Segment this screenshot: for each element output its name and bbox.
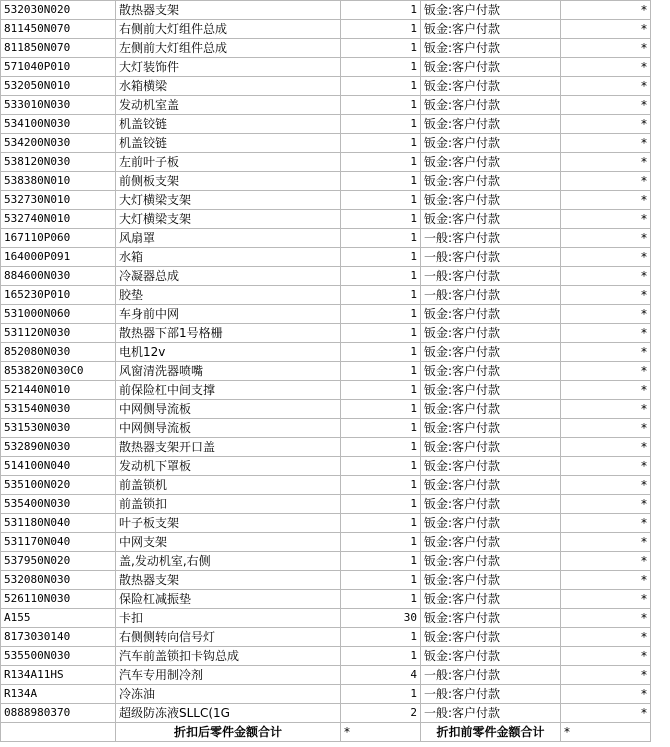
quantity-cell: 1 <box>341 96 421 115</box>
after-discount-value: * <box>341 723 421 742</box>
table-row <box>1 514 651 533</box>
table-row <box>1 305 651 324</box>
quantity-cell: 1 <box>341 438 421 457</box>
quantity-cell: 1 <box>341 39 421 58</box>
charge-type-cell: 钣金:客户付款 <box>421 39 561 58</box>
part-name-cell: 右侧前大灯组件总成 <box>116 20 341 39</box>
part-code-cell: 165230P010 <box>1 286 116 305</box>
amount-cell: * <box>561 324 651 343</box>
quantity-cell: 1 <box>341 267 421 286</box>
charge-type-cell: 钣金:客户付款 <box>421 647 561 666</box>
part-code-cell: 537950N020 <box>1 552 116 571</box>
table-row <box>1 552 651 571</box>
amount-cell: * <box>561 153 651 172</box>
amount-cell: * <box>561 172 651 191</box>
table-row <box>1 39 651 58</box>
table-row <box>1 609 651 628</box>
amount-cell: * <box>561 134 651 153</box>
amount-cell: * <box>561 419 651 438</box>
amount-cell: * <box>561 438 651 457</box>
part-code-cell: 0888980370 <box>1 704 116 723</box>
table-row <box>1 286 651 305</box>
blank-cell <box>1 723 116 742</box>
charge-type-cell: 钣金:客户付款 <box>421 153 561 172</box>
charge-type-cell: 钣金:客户付款 <box>421 609 561 628</box>
quantity-cell: 2 <box>341 704 421 723</box>
part-name-cell: 前侧板支架 <box>116 172 341 191</box>
charge-type-cell: 钣金:客户付款 <box>421 115 561 134</box>
amount-cell: * <box>561 495 651 514</box>
after-discount-label: 折扣后零件金额合计 <box>116 723 341 742</box>
amount-cell: * <box>561 552 651 571</box>
table-row <box>1 571 651 590</box>
part-code-cell: A155 <box>1 609 116 628</box>
quantity-cell: 1 <box>341 362 421 381</box>
charge-type-cell: 一般:客户付款 <box>421 229 561 248</box>
charge-type-cell: 钣金:客户付款 <box>421 476 561 495</box>
table-row <box>1 419 651 438</box>
part-code-cell: 531170N040 <box>1 533 116 552</box>
amount-cell: * <box>561 20 651 39</box>
quantity-cell: 1 <box>341 419 421 438</box>
part-name-cell: 散热器下部1号格栅 <box>116 324 341 343</box>
amount-cell: * <box>561 343 651 362</box>
quantity-cell: 4 <box>341 666 421 685</box>
charge-type-cell: 一般:客户付款 <box>421 704 561 723</box>
table-row <box>1 590 651 609</box>
part-name-cell: 前保险杠中间支撑 <box>116 381 341 400</box>
part-name-cell: 保险杠减振垫 <box>116 590 341 609</box>
part-code-cell: 534200N030 <box>1 134 116 153</box>
part-code-cell: 811450N070 <box>1 20 116 39</box>
charge-type-cell: 钣金:客户付款 <box>421 210 561 229</box>
part-name-cell: 中网支架 <box>116 533 341 552</box>
part-code-cell: 8173030140 <box>1 628 116 647</box>
part-code-cell: 531540N030 <box>1 400 116 419</box>
part-code-cell: 532890N030 <box>1 438 116 457</box>
quantity-cell: 1 <box>341 77 421 96</box>
charge-type-cell: 钣金:客户付款 <box>421 400 561 419</box>
quantity-cell: 1 <box>341 647 421 666</box>
charge-type-cell: 钣金:客户付款 <box>421 58 561 77</box>
quantity-cell: 1 <box>341 400 421 419</box>
charge-type-cell: 钣金:客户付款 <box>421 457 561 476</box>
quantity-cell: 1 <box>341 628 421 647</box>
quantity-cell: 1 <box>341 1 421 20</box>
part-code-cell: 526110N030 <box>1 590 116 609</box>
charge-type-cell: 钣金:客户付款 <box>421 1 561 20</box>
quantity-cell: 1 <box>341 495 421 514</box>
part-code-cell: 535400N030 <box>1 495 116 514</box>
parts-table-body <box>1 1 651 723</box>
table-row <box>1 172 651 191</box>
quantity-cell: 1 <box>341 552 421 571</box>
table-row <box>1 210 651 229</box>
table-row <box>1 647 651 666</box>
table-row <box>1 533 651 552</box>
part-code-cell: 535500N030 <box>1 647 116 666</box>
part-name-cell: 冷凝器总成 <box>116 267 341 286</box>
part-name-cell: 机盖铰链 <box>116 134 341 153</box>
part-name-cell: 中网侧导流板 <box>116 400 341 419</box>
charge-type-cell: 钣金:客户付款 <box>421 571 561 590</box>
quantity-cell: 1 <box>341 457 421 476</box>
quantity-cell: 1 <box>341 172 421 191</box>
amount-cell: * <box>561 115 651 134</box>
part-code-cell: 535100N020 <box>1 476 116 495</box>
part-code-cell: 531000N060 <box>1 305 116 324</box>
amount-cell: * <box>561 96 651 115</box>
table-row <box>1 96 651 115</box>
table-row <box>1 1 651 20</box>
amount-cell: * <box>561 514 651 533</box>
part-code-cell: 538380N010 <box>1 172 116 191</box>
amount-cell: * <box>561 571 651 590</box>
part-name-cell: 散热器支架 <box>116 571 341 590</box>
table-row <box>1 685 651 704</box>
part-code-cell: 884600N030 <box>1 267 116 286</box>
quantity-cell: 1 <box>341 58 421 77</box>
amount-cell: * <box>561 58 651 77</box>
amount-cell: * <box>561 628 651 647</box>
quantity-cell: 1 <box>341 533 421 552</box>
table-row <box>1 381 651 400</box>
table-row <box>1 495 651 514</box>
part-code-cell: 811850N070 <box>1 39 116 58</box>
charge-type-cell: 钣金:客户付款 <box>421 514 561 533</box>
charge-type-cell: 钣金:客户付款 <box>421 305 561 324</box>
amount-cell: * <box>561 286 651 305</box>
before-discount-value: * <box>561 723 651 742</box>
part-name-cell: 大灯装饰件 <box>116 58 341 77</box>
charge-type-cell: 钣金:客户付款 <box>421 533 561 552</box>
part-name-cell: 卡扣 <box>116 609 341 628</box>
table-row <box>1 343 651 362</box>
part-code-cell: 531120N030 <box>1 324 116 343</box>
quantity-cell: 1 <box>341 286 421 305</box>
part-name-cell: 叶子板支架 <box>116 514 341 533</box>
table-row <box>1 134 651 153</box>
part-code-cell: 514100N040 <box>1 457 116 476</box>
amount-cell: * <box>561 248 651 267</box>
amount-cell: * <box>561 305 651 324</box>
table-row <box>1 153 651 172</box>
part-code-cell: 164000P091 <box>1 248 116 267</box>
quantity-cell: 1 <box>341 514 421 533</box>
totals-row <box>1 723 651 742</box>
table-row <box>1 457 651 476</box>
part-code-cell: 532050N010 <box>1 77 116 96</box>
part-name-cell: 风窗清洗器喷嘴 <box>116 362 341 381</box>
charge-type-cell: 钣金:客户付款 <box>421 77 561 96</box>
charge-type-cell: 一般:客户付款 <box>421 685 561 704</box>
part-name-cell: 散热器支架 <box>116 1 341 20</box>
amount-cell: * <box>561 229 651 248</box>
charge-type-cell: 钣金:客户付款 <box>421 343 561 362</box>
part-name-cell: 电机12v <box>116 343 341 362</box>
part-name-cell: 车身前中网 <box>116 305 341 324</box>
amount-cell: * <box>561 533 651 552</box>
part-name-cell: 盖,发动机室,右侧 <box>116 552 341 571</box>
table-row <box>1 628 651 647</box>
part-name-cell: 冷冻油 <box>116 685 341 704</box>
amount-cell: * <box>561 39 651 58</box>
part-name-cell: 左前叶子板 <box>116 153 341 172</box>
quantity-cell: 1 <box>341 305 421 324</box>
part-code-cell: R134A11HS <box>1 666 116 685</box>
amount-cell: * <box>561 590 651 609</box>
part-name-cell: 大灯横梁支架 <box>116 210 341 229</box>
part-name-cell: 大灯横梁支架 <box>116 191 341 210</box>
part-name-cell: 左侧前大灯组件总成 <box>116 39 341 58</box>
part-name-cell: 水箱 <box>116 248 341 267</box>
quantity-cell: 1 <box>341 324 421 343</box>
table-row <box>1 476 651 495</box>
amount-cell: * <box>561 666 651 685</box>
table-row <box>1 115 651 134</box>
quantity-cell: 1 <box>341 153 421 172</box>
charge-type-cell: 钣金:客户付款 <box>421 628 561 647</box>
part-code-cell: 531530N030 <box>1 419 116 438</box>
quantity-cell: 1 <box>341 210 421 229</box>
part-name-cell: 机盖铰链 <box>116 115 341 134</box>
charge-type-cell: 钣金:客户付款 <box>421 191 561 210</box>
table-row <box>1 248 651 267</box>
part-name-cell: 中网侧导流板 <box>116 419 341 438</box>
table-row <box>1 324 651 343</box>
charge-type-cell: 钣金:客户付款 <box>421 590 561 609</box>
amount-cell: * <box>561 704 651 723</box>
table-row <box>1 77 651 96</box>
charge-type-cell: 钣金:客户付款 <box>421 552 561 571</box>
quantity-cell: 1 <box>341 20 421 39</box>
table-row <box>1 666 651 685</box>
part-name-cell: 散热器支架开口盖 <box>116 438 341 457</box>
part-name-cell: 风扇罩 <box>116 229 341 248</box>
charge-type-cell: 钣金:客户付款 <box>421 134 561 153</box>
quantity-cell: 1 <box>341 229 421 248</box>
part-code-cell: 538120N030 <box>1 153 116 172</box>
table-row <box>1 267 651 286</box>
charge-type-cell: 钣金:客户付款 <box>421 172 561 191</box>
table-row <box>1 20 651 39</box>
amount-cell: * <box>561 457 651 476</box>
part-code-cell: 531180N040 <box>1 514 116 533</box>
amount-cell: * <box>561 210 651 229</box>
part-code-cell: 521440N010 <box>1 381 116 400</box>
charge-type-cell: 钣金:客户付款 <box>421 419 561 438</box>
table-row <box>1 58 651 77</box>
part-name-cell: 前盖锁扣 <box>116 495 341 514</box>
part-code-cell: R134A <box>1 685 116 704</box>
quantity-cell: 1 <box>341 571 421 590</box>
table-row <box>1 438 651 457</box>
amount-cell: * <box>561 362 651 381</box>
part-name-cell: 水箱横梁 <box>116 77 341 96</box>
table-row <box>1 229 651 248</box>
part-code-cell: 571040P010 <box>1 58 116 77</box>
charge-type-cell: 钣金:客户付款 <box>421 438 561 457</box>
quantity-cell: 1 <box>341 343 421 362</box>
part-code-cell: 167110P060 <box>1 229 116 248</box>
table-row <box>1 400 651 419</box>
table-row <box>1 191 651 210</box>
before-discount-label: 折扣前零件金额合计 <box>421 723 561 742</box>
amount-cell: * <box>561 609 651 628</box>
part-name-cell: 发动机下罩板 <box>116 457 341 476</box>
amount-cell: * <box>561 685 651 704</box>
charge-type-cell: 一般:客户付款 <box>421 286 561 305</box>
charge-type-cell: 一般:客户付款 <box>421 666 561 685</box>
amount-cell: * <box>561 267 651 286</box>
amount-cell: * <box>561 77 651 96</box>
part-code-cell: 532740N010 <box>1 210 116 229</box>
quantity-cell: 1 <box>341 685 421 704</box>
charge-type-cell: 钣金:客户付款 <box>421 362 561 381</box>
part-name-cell: 前盖锁机 <box>116 476 341 495</box>
part-name-cell: 胶垫 <box>116 286 341 305</box>
part-name-cell: 右侧侧转向信号灯 <box>116 628 341 647</box>
part-name-cell: 发动机室盖 <box>116 96 341 115</box>
charge-type-cell: 钣金:客户付款 <box>421 96 561 115</box>
amount-cell: * <box>561 381 651 400</box>
part-name-cell: 超级防冻液SLLC(1G <box>116 704 341 723</box>
amount-cell: * <box>561 1 651 20</box>
amount-cell: * <box>561 400 651 419</box>
part-code-cell: 532080N030 <box>1 571 116 590</box>
part-code-cell: 853820N030C0 <box>1 362 116 381</box>
amount-cell: * <box>561 647 651 666</box>
quantity-cell: 1 <box>341 134 421 153</box>
part-code-cell: 532030N020 <box>1 1 116 20</box>
charge-type-cell: 一般:客户付款 <box>421 267 561 286</box>
part-name-cell: 汽车专用制冷剂 <box>116 666 341 685</box>
charge-type-cell: 一般:客户付款 <box>421 248 561 267</box>
quantity-cell: 1 <box>341 476 421 495</box>
amount-cell: * <box>561 191 651 210</box>
quantity-cell: 1 <box>341 590 421 609</box>
charge-type-cell: 钣金:客户付款 <box>421 324 561 343</box>
quantity-cell: 1 <box>341 115 421 134</box>
part-code-cell: 534100N030 <box>1 115 116 134</box>
quantity-cell: 1 <box>341 248 421 267</box>
table-row <box>1 704 651 723</box>
part-code-cell: 533010N030 <box>1 96 116 115</box>
part-name-cell: 汽车前盖锁扣卡钩总成 <box>116 647 341 666</box>
charge-type-cell: 钣金:客户付款 <box>421 381 561 400</box>
table-row <box>1 362 651 381</box>
part-code-cell: 532730N010 <box>1 191 116 210</box>
part-code-cell: 852080N030 <box>1 343 116 362</box>
charge-type-cell: 钣金:客户付款 <box>421 495 561 514</box>
quantity-cell: 30 <box>341 609 421 628</box>
amount-cell: * <box>561 476 651 495</box>
quantity-cell: 1 <box>341 381 421 400</box>
quantity-cell: 1 <box>341 191 421 210</box>
charge-type-cell: 钣金:客户付款 <box>421 20 561 39</box>
